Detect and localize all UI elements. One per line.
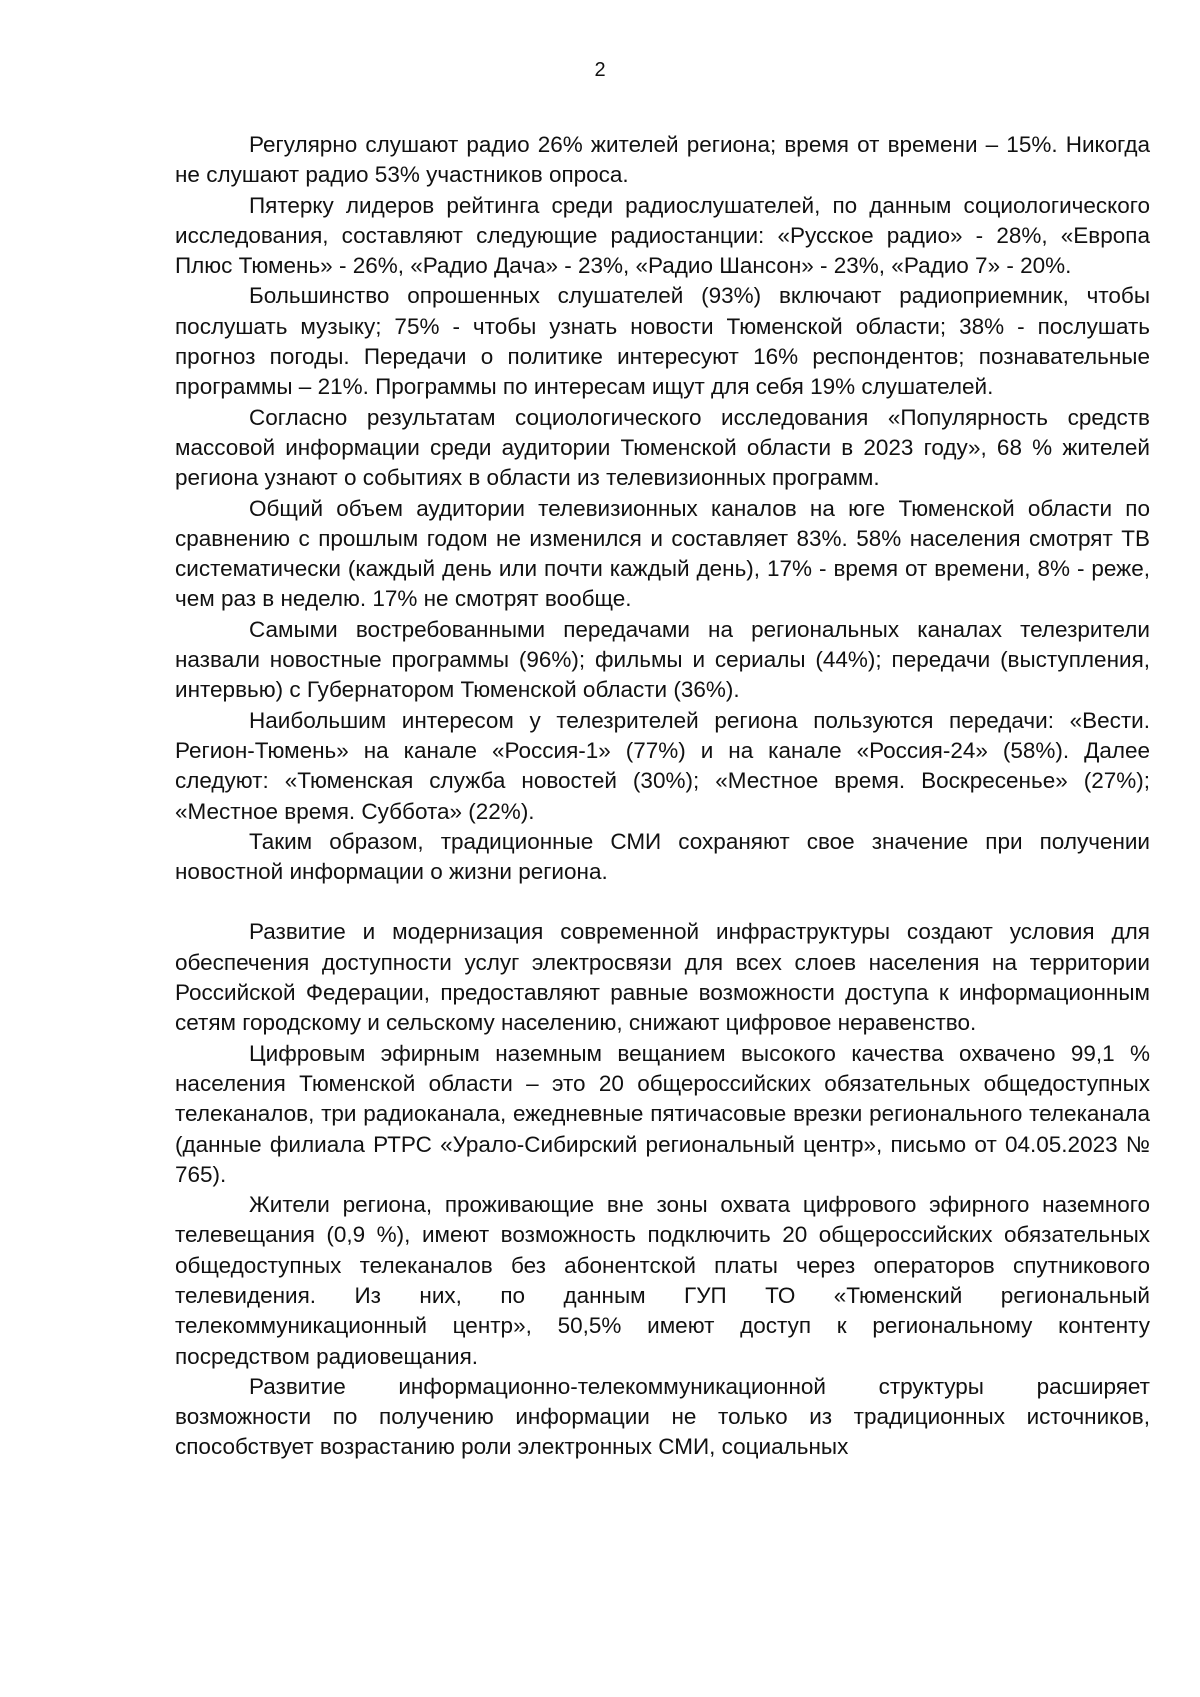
document-body <box>175 130 1150 1463</box>
paragraph-tv-programs: Самыми востребованными передачами на региональных каналах телезрители назвали новостные программы (96%); фильмы и сериалы (44%); передачи (выступления, интервью) с Губернатором Тюменской области (36%). <box>175 616 1150 703</box>
paragraph-infrastructure: Развитие и модернизация современной инфраструктуры создают условия для обеспечения доступности услуг электросвязи для всех слоев населения на территории Российской Федерации, предоставляют равные возможности доступа к информационным сетям городскому и сельскому населению, снижают цифровое неравенство. <box>175 919 1150 1036</box>
page-number: 2 <box>594 59 606 81</box>
paragraph-conclusion: Таким образом, традиционные СМИ сохраняют свое значение при получении новостной информации о жизни региона. <box>175 828 1150 885</box>
paragraph-radio-ranking: Пятерку лидеров рейтинга среди радиослушателей, по данным социологического исследования, составляют следующие радиостанции: «Русское радио» - 28%, «Европа Плюс Тюмень» - 26%, «Радио Дача» - 23%, «Радио Шансон» - 23%, «Радио 7» - 20%. <box>175 192 1150 279</box>
paragraph-ict-development: Развитие информационно-телекоммуникационной структуры расширяет возможности по получению информации не только из традиционных источников, способствует возрастанию роли электронных СМИ, социальных <box>175 1373 1150 1460</box>
paragraph-radio-listening: Регулярно слушают радио 26% жителей региона; время от времени – 15%. Никогда не слушают радио 53% участников опроса. <box>175 132 1150 188</box>
paragraph-survey-tv-news: Согласно результатам социологического исследования «Популярность средств массовой информации среди аудитории Тюменской области в 2023 году», 68 % жителей региона узнают о событиях в области из телевизионных программ. <box>175 404 1150 491</box>
paragraph-tv-audience: Общий объем аудитории телевизионных каналов на юге Тюменской области по сравнению с прошлым годом не изменился и составляет 83%. 58% населения смотрят ТВ систематически (каждый день или почти каждый день), 17% - время от времени, 8% - реже, чем раз в неделю. 17% не смотрят вообще. <box>175 495 1150 612</box>
paragraph-satellite: Жители региона, проживающие вне зоны охвата цифрового эфирного наземного телевещания (0,9 %), имеют возможность подключить 20 общероссийских обязательных общедоступных телеканалов без абонентской платы через операторов спутникового телевидения. Из них, по данным ГУП ТО «Тюменский региональный телекоммуникационный центр», 50,5% имеют доступ к региональному контенту посредством радиовещания. <box>175 1192 1150 1369</box>
paragraph-radio-purposes: Большинство опрошенных слушателей (93%) включают радиоприемник, чтобы послушать музыку; 75% - чтобы узнать новости Тюменской области; 38% - послушать прогноз погоды. Передачи о политике интересуют 16% респондентов; познавательные программы – 21%. Программы по интересам ищут для себя 19% слушателей. <box>175 283 1150 400</box>
paragraph-tv-shows: Наибольшим интересом у телезрителей региона пользуются передачи: «Вести. Регион-Тюмень» на канале «Россия-1» (77%) и на канале «Россия-24» (58%). Далее следуют: «Тюменская служба новостей (30%); «Местное время. Воскресенье» (27%); «Местное время. Суббота» (22%). <box>175 707 1150 824</box>
paragraph-digital-broadcast: Цифровым эфирным наземным вещанием высокого качества охвачено 99,1 % населения Тюменской области – это 20 общероссийских обязательных общедоступных телеканалов, три радиоканала, ежедневные пятичасовые врезки регионального телеканала (данные филиала РТРС «Урало-Сибирский региональный центр», письмо от 04.05.2023 № 765). <box>175 1040 1150 1187</box>
